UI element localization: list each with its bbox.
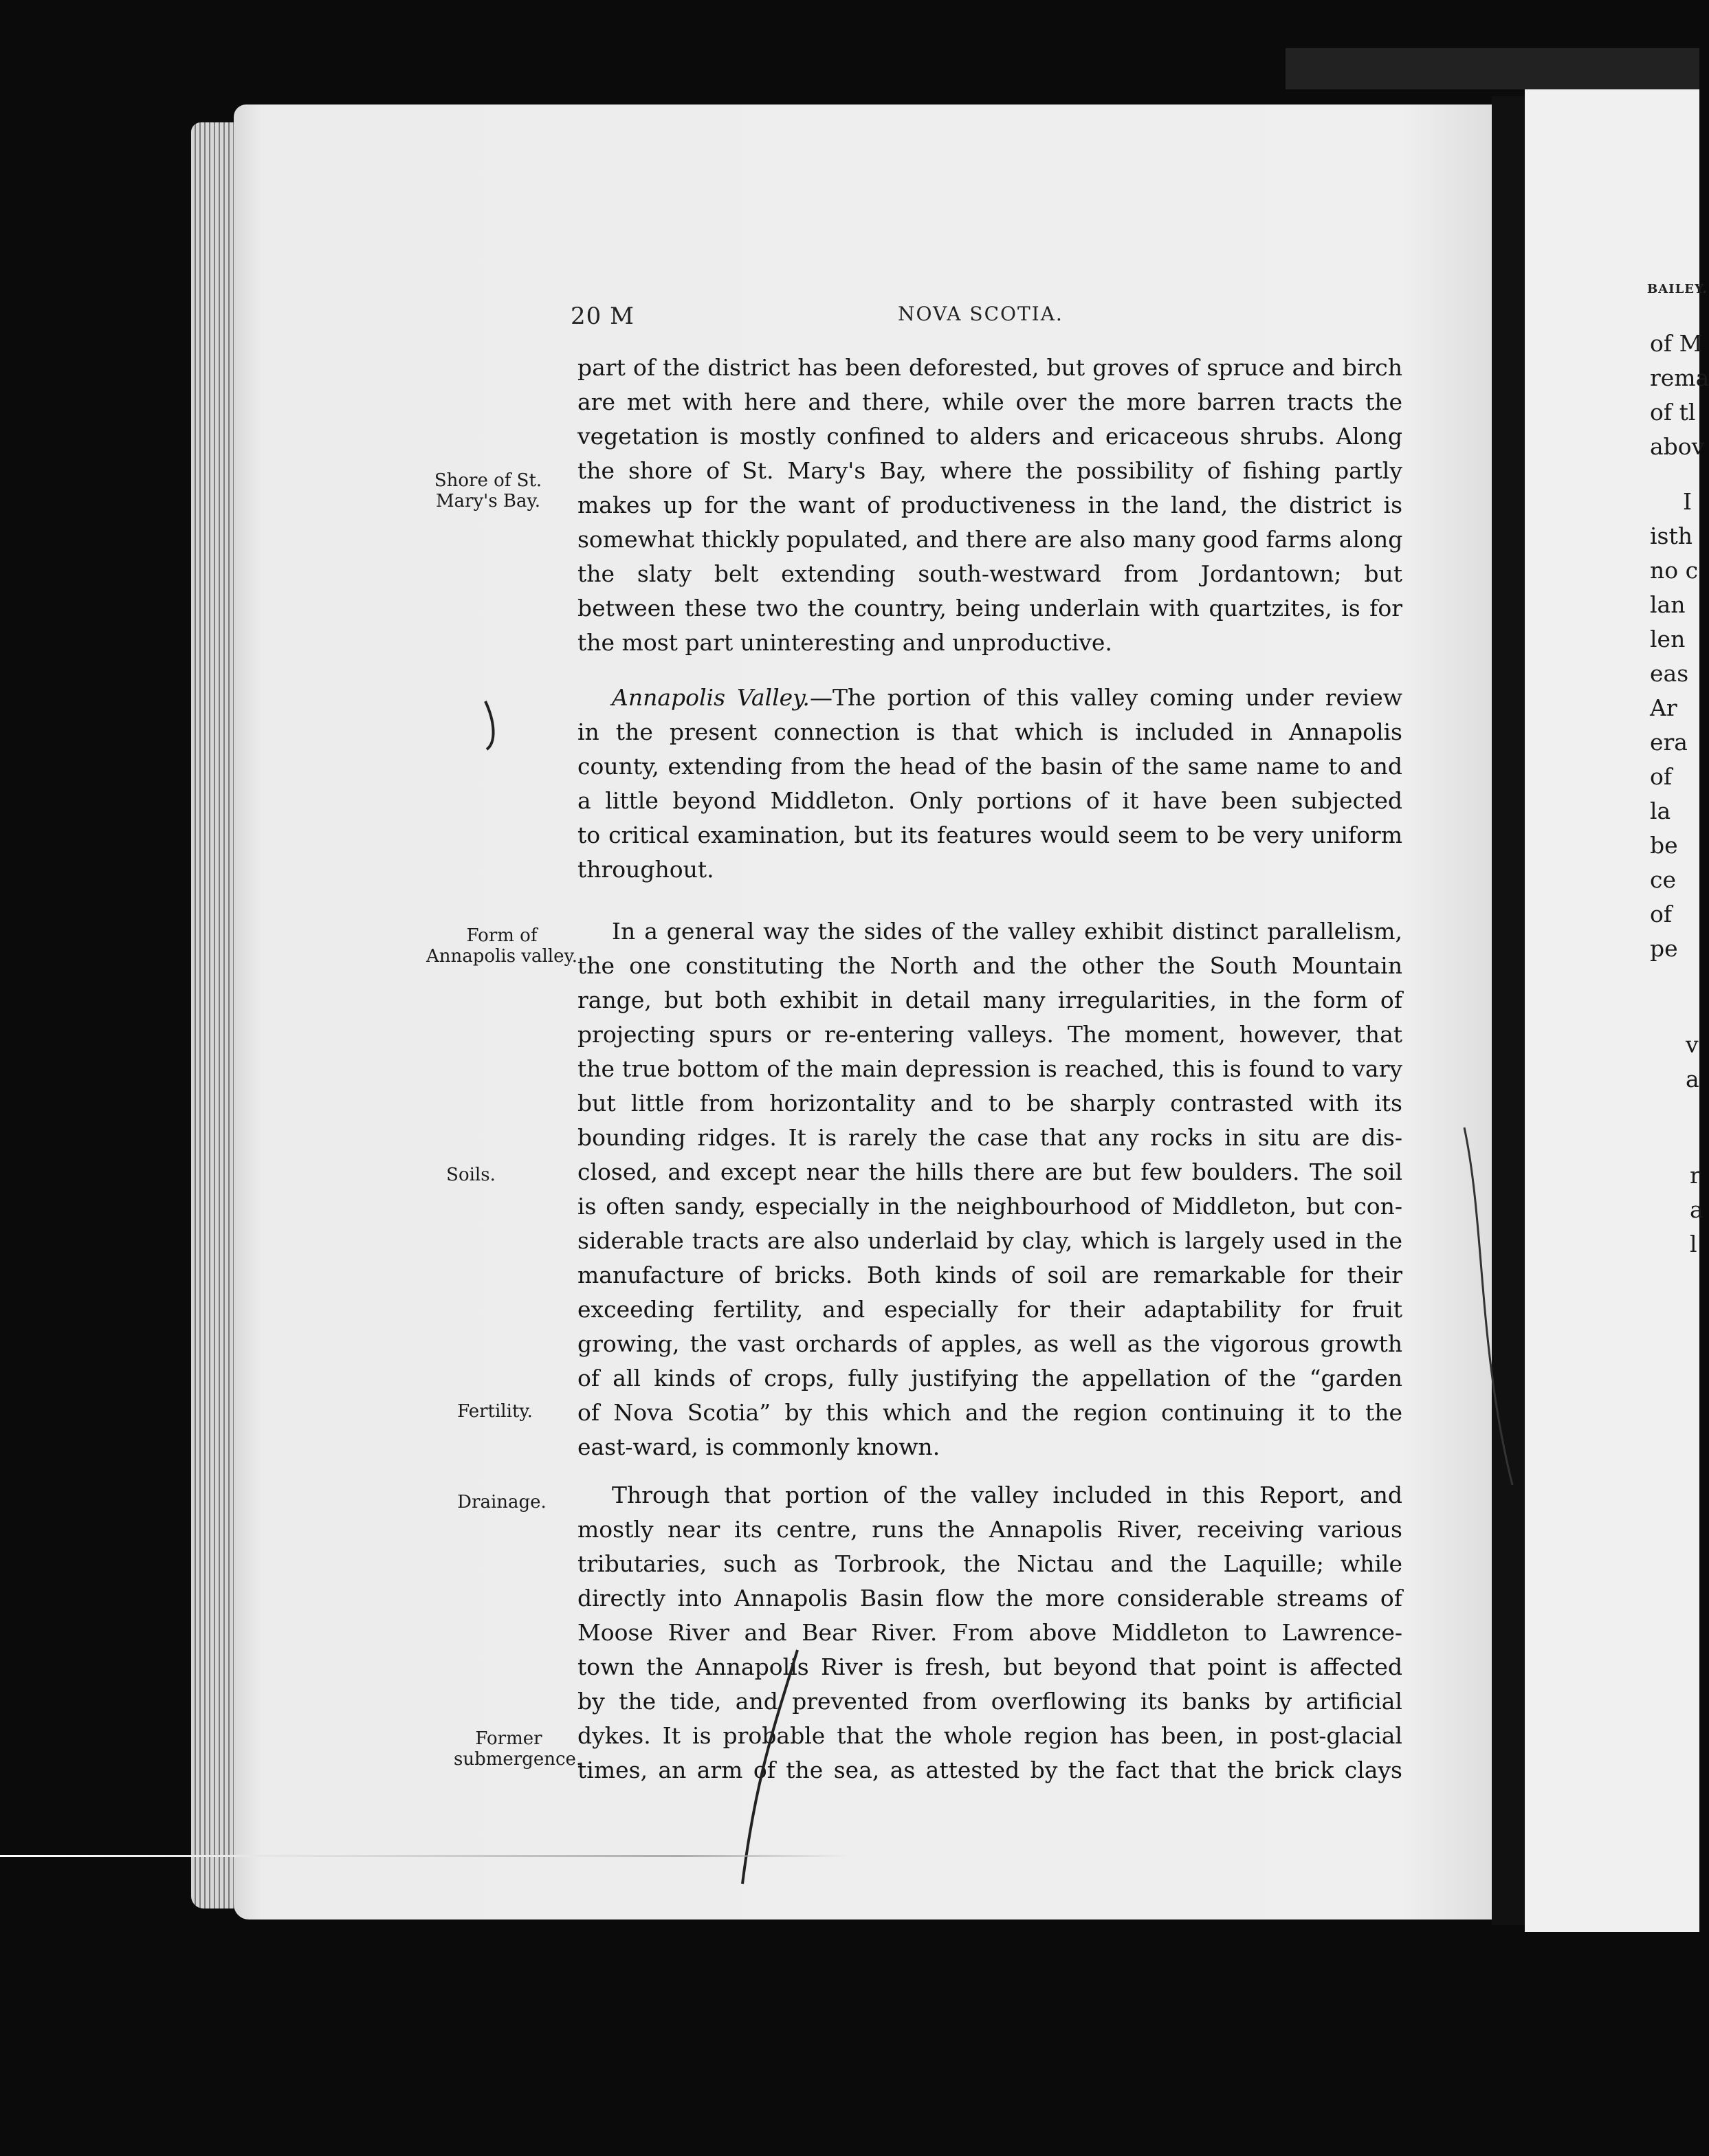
text-line: exceeding fertility, and especially for their adaptability for fruit xyxy=(577,1296,1402,1323)
facing-fragment: isth xyxy=(1650,522,1693,549)
facing-fragment: rema xyxy=(1650,364,1709,391)
facing-fragment: pe xyxy=(1650,935,1678,962)
text-line: part of the district has been deforested, but groves of spruce and birch xyxy=(577,354,1402,381)
facing-fragment: eas xyxy=(1650,660,1689,687)
facing-fragment: a xyxy=(1690,1196,1704,1223)
text-line: range, but both exhibit in detail many irregularities, in the form of xyxy=(577,987,1402,1013)
section-heading: Annapolis Valley. xyxy=(612,684,810,711)
facing-fragment: of M xyxy=(1650,330,1703,357)
running-head-title: NOVA SCOTIA. xyxy=(898,302,1063,325)
page-number: 20 M xyxy=(571,302,635,330)
scan-artifact-line xyxy=(0,1855,1699,1857)
facing-fragment: la xyxy=(1650,798,1671,824)
facing-fragment: a xyxy=(1686,1066,1699,1092)
text-line: vegetation is mostly confined to alders and ericaceous shrubs. Along xyxy=(577,423,1402,450)
text-line: manufacture of bricks. Both kinds of soil are remarkable for their xyxy=(577,1262,1402,1288)
text-line: the true bottom of the main depression is reached, this is found to vary xyxy=(577,1055,1402,1082)
facing-fragment: I xyxy=(1683,488,1693,515)
text-line: of Nova Scotia” by this which and the region continuing it to the xyxy=(577,1399,1402,1426)
facing-fragment: r xyxy=(1690,1162,1701,1189)
text-line: somewhat thickly populated, and there are also many good farms along xyxy=(577,526,1403,553)
text-line: In a general way the sides of the valley exhibit distinct parallelism, xyxy=(612,918,1402,945)
text-line: to critical examination, but its features would seem to be very uniform xyxy=(577,822,1402,848)
margin-note-drainage: Drainage. xyxy=(457,1492,547,1512)
margin-note-submergence: Former submergence. xyxy=(454,1728,582,1770)
bracket-mark xyxy=(485,701,494,749)
text-line: makes up for the want of productiveness in the land, the district is xyxy=(577,492,1402,518)
facing-fragment: be xyxy=(1650,832,1678,859)
text-line: county, extending from the head of the basin of the same name to and xyxy=(577,753,1402,780)
text-line: the most part uninteresting and unproductive. xyxy=(577,629,1112,656)
text-line: but little from horizontality and to be sharply contrasted with its xyxy=(577,1090,1402,1116)
facing-fragment: v xyxy=(1686,1031,1699,1058)
facing-fragment: of xyxy=(1650,763,1673,790)
text-line: by the tide, and prevented from overflowing its banks by artificial xyxy=(577,1688,1402,1715)
text-line: throughout. xyxy=(577,856,714,883)
margin-note-soils: Soils. xyxy=(446,1165,496,1185)
text-line: are met with here and there, while over the more barren tracts the xyxy=(577,388,1402,415)
pencil-stroke xyxy=(742,1650,797,1884)
text-line: the shore of St. Mary's Bay, where the possibility of fishing partly xyxy=(577,457,1402,484)
facing-running-head: BAILEY. xyxy=(1647,282,1708,296)
text-line: siderable tracts are also underlaid by clay, which is largely used in the xyxy=(577,1227,1402,1254)
text-line: closed, and except near the hills there are but few boulders. The soil xyxy=(577,1158,1402,1185)
facing-fragment: ce xyxy=(1650,866,1677,893)
text-line: a little beyond Middleton. Only portions of it have been subjected xyxy=(577,787,1402,814)
text-line: directly into Annapolis Basin flow the more considerable streams of xyxy=(577,1585,1402,1612)
text-line: town the Annapolis River is fresh, but beyond that point is affected xyxy=(577,1653,1402,1680)
text-line: tributaries, such as Torbrook, the Nictau and the Laquille; while xyxy=(577,1550,1402,1577)
text-line: of all kinds of crops, fully justifying the appellation of the “garden xyxy=(577,1365,1402,1392)
facing-fragment: of tl xyxy=(1650,399,1696,426)
text-line: between these two the country, being underlain with quartzites, is for xyxy=(577,595,1402,622)
margin-note-form: Form of Annapolis valley. xyxy=(426,925,578,967)
facing-fragment: abov xyxy=(1650,433,1705,460)
text-line: dykes. It is probable that the whole region has been, in post-glacial xyxy=(577,1722,1402,1749)
text-line: the slaty belt extending south-westward from Jordantown; but xyxy=(577,560,1402,587)
text-line: the one constituting the North and the other the South Mountain xyxy=(577,952,1402,979)
facing-fragment: lan xyxy=(1650,591,1686,618)
text-line: projecting spurs or re-entering valleys. The moment, however, that xyxy=(577,1021,1402,1048)
text-line: Through that portion of the valley included in this Report, and xyxy=(612,1482,1402,1508)
text-line: times, an arm of the sea, as attested by the fact that the brick clays xyxy=(577,1757,1402,1783)
margin-note-fertility: Fertility. xyxy=(457,1401,533,1422)
text-line: east-ward, is commonly known. xyxy=(577,1433,940,1460)
text-line: Moose River and Bear River. From above Middleton to Lawrence- xyxy=(577,1619,1402,1646)
text-line: mostly near its centre, runs the Annapolis River, receiving various xyxy=(577,1516,1402,1543)
facing-fragment: l xyxy=(1690,1231,1697,1257)
facing-fragment: of xyxy=(1650,901,1673,927)
text-line: in the present connection is that which is included in Annapolis xyxy=(577,718,1402,745)
facing-fragment: Ar xyxy=(1650,694,1677,721)
facing-fragment: era xyxy=(1650,729,1688,756)
text-line: is often sandy, especially in the neighbourhood of Middleton, but con- xyxy=(577,1193,1402,1220)
pencil-stroke xyxy=(1464,1128,1512,1485)
facing-fragment: len xyxy=(1650,626,1686,652)
facing-fragment: no c xyxy=(1650,557,1699,584)
text-line-rest: —The portion of this valley coming under review xyxy=(809,684,1402,711)
margin-note-shore: Shore of St. Mary's Bay. xyxy=(434,470,542,512)
text-line: bounding ridges. It is rarely the case that any rocks in situ are dis- xyxy=(577,1124,1402,1151)
text-line: growing, the vast orchards of apples, as well as the vigorous growth xyxy=(577,1330,1402,1357)
